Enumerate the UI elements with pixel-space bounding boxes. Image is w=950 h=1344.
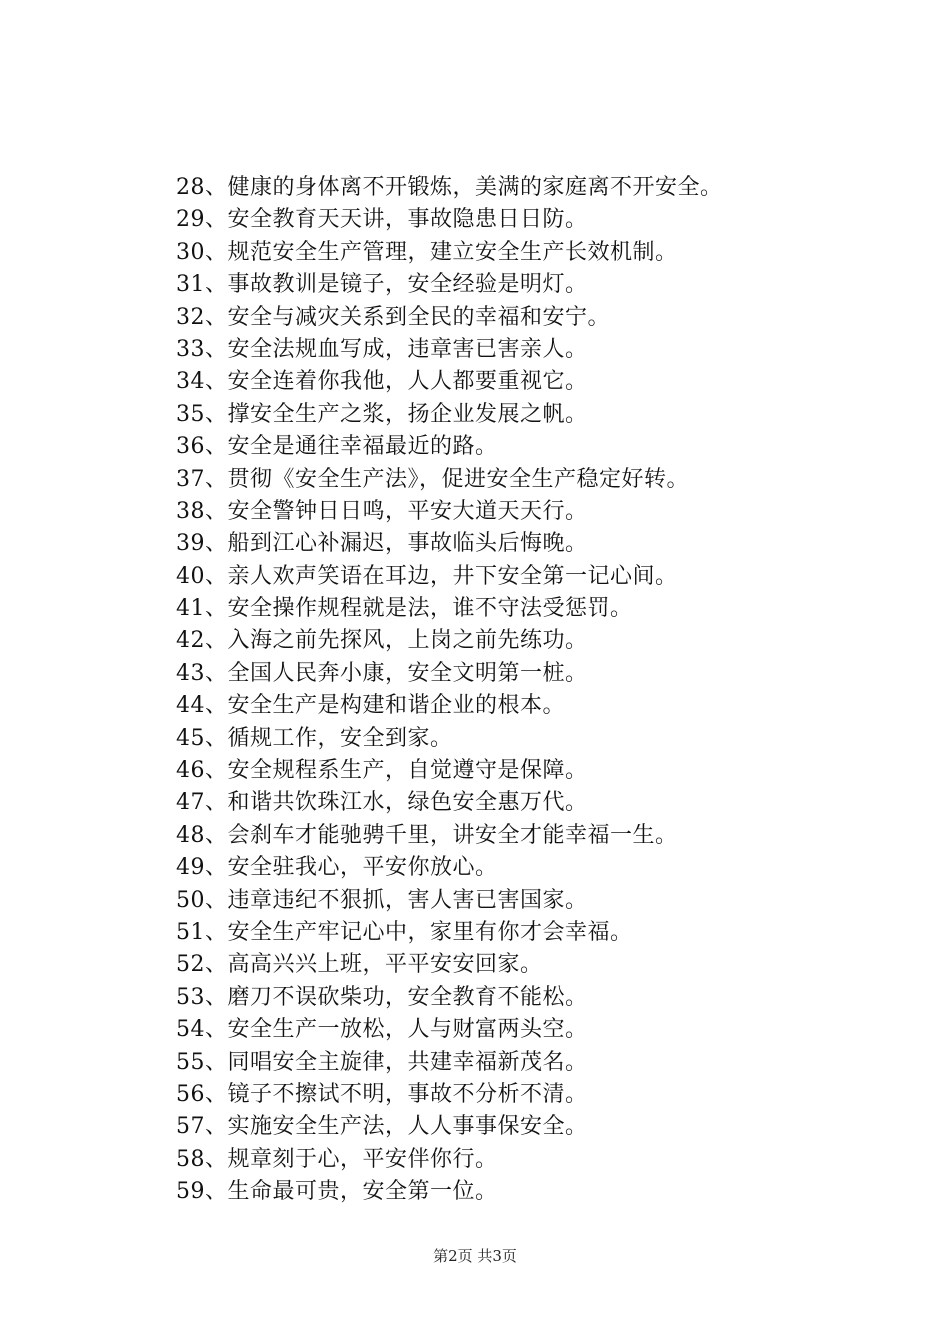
- slogan-line: 51、安全生产牢记心中，家里有你才会幸福。: [176, 919, 633, 945]
- slogan-line: 57、实施安全生产法，人人事事保安全。: [176, 1114, 588, 1140]
- slogan-line: 38、安全警钟日日鸣，平安大道天天行。: [176, 498, 588, 524]
- slogan-line: 41、安全操作规程就是法，谁不守法受惩罚。: [176, 596, 633, 622]
- slogan-line: 50、违章违纪不狠抓，害人害已害国家。: [176, 887, 588, 913]
- slogan-line: 39、船到江心补漏迟，事故临头后悔晚。: [176, 531, 588, 557]
- slogan-line: 58、规章刻于心，平安伴你行。: [176, 1146, 498, 1172]
- slogan-line: 31、事故教训是镜子，安全经验是明灯。: [176, 272, 588, 298]
- slogan-line: 36、安全是通往幸福最近的路。: [176, 434, 498, 460]
- slogan-line: 48、会刹车才能驰骋千里，讲安全才能幸福一生。: [176, 822, 678, 848]
- slogan-line: 42、入海之前先探风，上岗之前先练功。: [176, 628, 588, 654]
- slogan-line: 54、安全生产一放松，人与财富两头空。: [176, 1017, 588, 1043]
- slogan-line: 37、贯彻《安全生产法》，促进安全生产稳定好转。: [176, 466, 689, 492]
- slogan-line: 33、安全法规血写成，违章害已害亲人。: [176, 336, 588, 362]
- slogan-line: 49、安全驻我心，平安你放心。: [176, 855, 498, 881]
- slogan-line: 44、安全生产是构建和谐企业的根本。: [176, 693, 565, 719]
- slogan-line: 46、安全规程系生产，自觉遵守是保障。: [176, 758, 588, 784]
- slogan-line: 34、安全连着你我他，人人都要重视它。: [176, 369, 588, 395]
- slogan-line: 53、磨刀不误砍柴功，安全教育不能松。: [176, 984, 588, 1010]
- slogan-line: 55、同唱安全主旋律，共建幸福新茂名。: [176, 1049, 588, 1075]
- slogan-line: 32、安全与减灾关系到全民的幸福和安宁。: [176, 304, 610, 330]
- slogan-line: 43、全国人民奔小康，安全文明第一桩。: [176, 660, 588, 686]
- slogan-line: 45、循规工作，安全到家。: [176, 725, 453, 751]
- slogan-line: 47、和谐共饮珠江水，绿色安全惠万代。: [176, 790, 588, 816]
- slogan-line: 56、镜子不擦试不明，事故不分析不清。: [176, 1081, 588, 1107]
- slogan-list: [176, 172, 896, 1209]
- slogan-line: 29、安全教育天天讲，事故隐患日日防。: [176, 207, 588, 233]
- page-footer: 第2页 共3页: [433, 1247, 517, 1265]
- slogan-line: 52、高高兴兴上班，平平安安回家。: [176, 952, 543, 978]
- slogan-line: 40、亲人欢声笑语在耳边，井下安全第一记心间。: [176, 563, 678, 589]
- slogan-line: 59、生命最可贵，安全第一位。: [176, 1179, 498, 1205]
- slogan-line: 30、规范安全生产管理，建立安全生产长效机制。: [176, 239, 678, 265]
- slogan-line: 28、健康的身体离不开锻炼，美满的家庭离不开安全。: [176, 175, 723, 200]
- slogan-line: 35、撑安全生产之浆，扬企业发展之帆。: [176, 401, 588, 427]
